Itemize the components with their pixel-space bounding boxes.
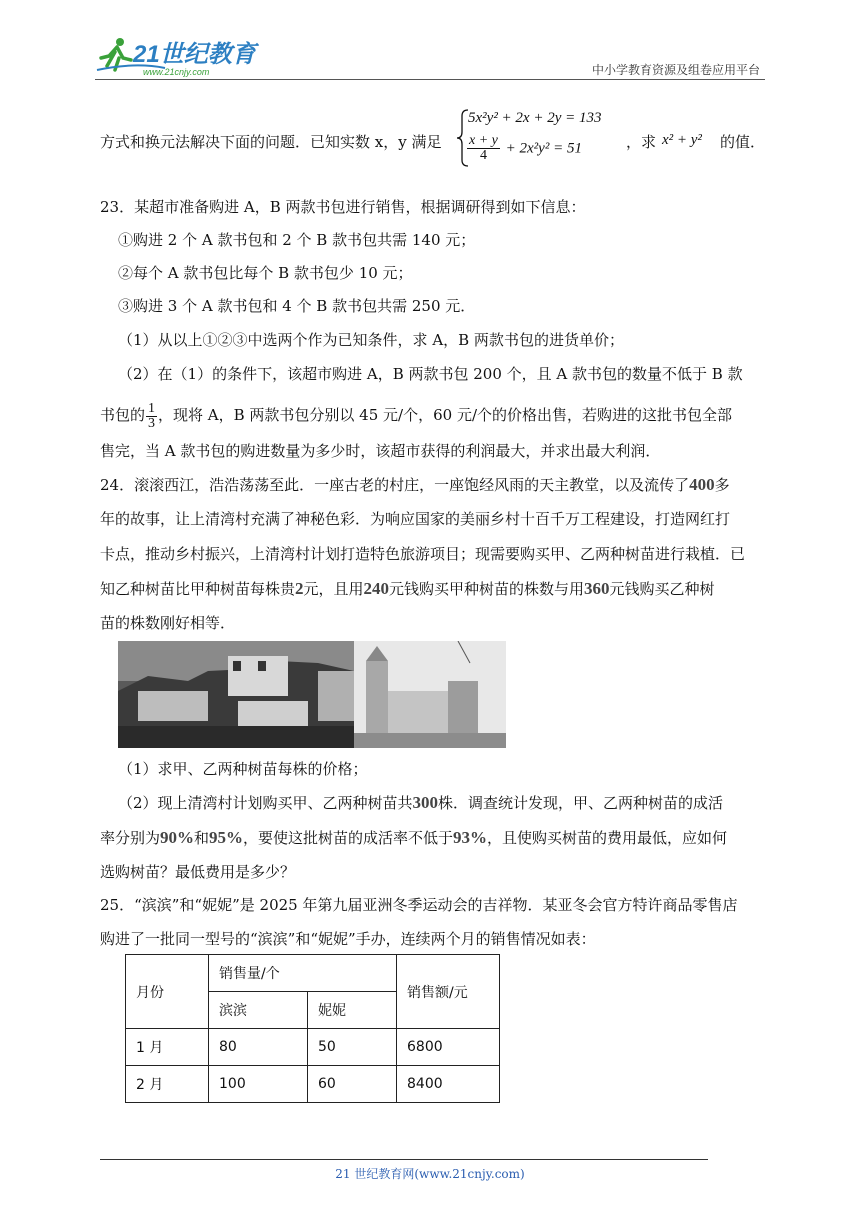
q24-line2: 年的故事，让上清湾村充满了神秘色彩．为响应国家的美丽乡村十百千万工程建设，打造网红打 <box>100 510 731 528</box>
footer-text[interactable]: 21 世纪教育网(www.21cnjy.com) <box>335 1167 525 1181</box>
cell-binbin: 100 <box>209 1066 308 1103</box>
q23-fraction: $\frac{1}{3}$ <box>148 400 156 431</box>
q23-info2: ②每个 A 款书包比每个 B 款书包少 10 元； <box>118 264 413 282</box>
q24-part1: （1）求甲、乙两种树苗每株的价格； <box>118 760 368 778</box>
table-row <box>126 1029 500 1066</box>
intro-target: x² + y² <box>662 132 702 148</box>
logo-url: www.21cnjy.com <box>143 67 210 77</box>
q24-line4: 知乙种树苗比甲种树苗每株贵2元，且用240元钱购买甲种树苗的株数与用360元钱购买乙种树 <box>100 579 715 598</box>
q24-line1: 24．滚滚西江，浩浩荡荡至此．一座古老的村庄，一座饱经风雨的天主教堂，以及流传了400多 <box>100 475 730 494</box>
intro-text: 方式和换元法解决下面的问题．已知实数 x，y 满足 <box>100 133 442 151</box>
header-slogan: 中小学教育资源及组卷应用平台 <box>591 63 760 77</box>
equation-1: 5x²y² + 2x + 2y = 133 <box>468 110 602 126</box>
q23-info3: ③购进 3 个 A 款书包和 4 个 B 款书包共需 250 元． <box>118 297 476 315</box>
cell-month: 2 月 <box>126 1066 209 1103</box>
q23-part2-line3: 售完，当 A 款书包的购进数量为多少时，该超市获得的利润最大，并求出最大利润． <box>100 442 661 460</box>
q23-info1: ①购进 2 个 A 款书包和 2 个 B 款书包共需 140 元； <box>118 231 476 249</box>
q25-line2: 购进了一批同一型号的“滨滨”和“妮妮”手办，连续两个月的销售情况如表： <box>100 930 596 948</box>
sales-table <box>125 954 500 1103</box>
intro-end: 的值． <box>720 133 766 151</box>
cell-amount: 8400 <box>397 1066 500 1103</box>
site-logo <box>95 36 265 78</box>
header-binbin: 滨滨 <box>209 992 308 1029</box>
q24-part2-line3: 选购树苗？最低费用是多少？ <box>100 863 296 881</box>
header-divider <box>95 79 765 80</box>
equation-2-rest: + 2x²y² = 51 <box>505 140 582 157</box>
header-month: 月份 <box>126 955 209 1029</box>
logo-text: 21世纪教育 <box>133 41 256 68</box>
q24-part2-line2: 率分别为90%和95%，要使这批树苗的成活率不低于93%，且使购买树苗的费用最低，应如何 <box>100 828 728 847</box>
q24-line3: 卡点，推动乡村振兴，上清湾村计划打造特色旅游项目；现需要购买甲、乙两种树苗进行栽植．已 <box>100 545 746 563</box>
q24-line5: 苗的株数刚好相等． <box>100 614 236 632</box>
q23-part1: （1）从以上①②③中选两个作为已知条件，求 A，B 两款书包的进货单价； <box>118 331 624 349</box>
header-quantity: 销售量/个 <box>209 955 397 992</box>
header-nini: 妮妮 <box>308 992 397 1029</box>
cell-nini: 60 <box>308 1066 397 1103</box>
equation-system <box>456 108 626 168</box>
village-church-photo <box>118 641 506 748</box>
intro-after: ，求 <box>626 133 657 151</box>
cell-amount: 6800 <box>397 1029 500 1066</box>
q25-line1: 25．“滨滨”和“妮妮”是 2025 年第九届亚洲冬季运动会的吉祥物．某亚冬会官方特许商品零售店 <box>100 896 738 914</box>
q23-stem: 23．某超市准备购进 A，B 两款书包进行销售，根据调研得到如下信息： <box>100 198 586 216</box>
q24-part2-line1: （2）现上清湾村计划购买甲、乙两种树苗共300株．调查统计发现，甲、乙两种树苗的成活 <box>118 793 724 812</box>
cell-nini: 50 <box>308 1029 397 1066</box>
q23-part2-line1: （2）在（1）的条件下，该超市购进 A，B 两款书包 200 个，且 A 款书包的数量不低于 B 款 <box>118 365 743 383</box>
cell-month: 1 月 <box>126 1029 209 1066</box>
table-row <box>126 1066 500 1103</box>
intro-line <box>100 131 441 153</box>
equation-2-fraction: $\frac{x + y}{4}$ <box>469 133 498 163</box>
cell-binbin: 80 <box>209 1029 308 1066</box>
header-amount: 销售额/元 <box>397 955 500 1029</box>
q23-part2-line2: 书包的 $\frac{1}{3}$ ，现将 A，B 两款书包分别以 45 元/个，60 元/个的价格出售，若购进的这批书包全部 <box>100 400 732 431</box>
footer-divider <box>100 1159 708 1160</box>
